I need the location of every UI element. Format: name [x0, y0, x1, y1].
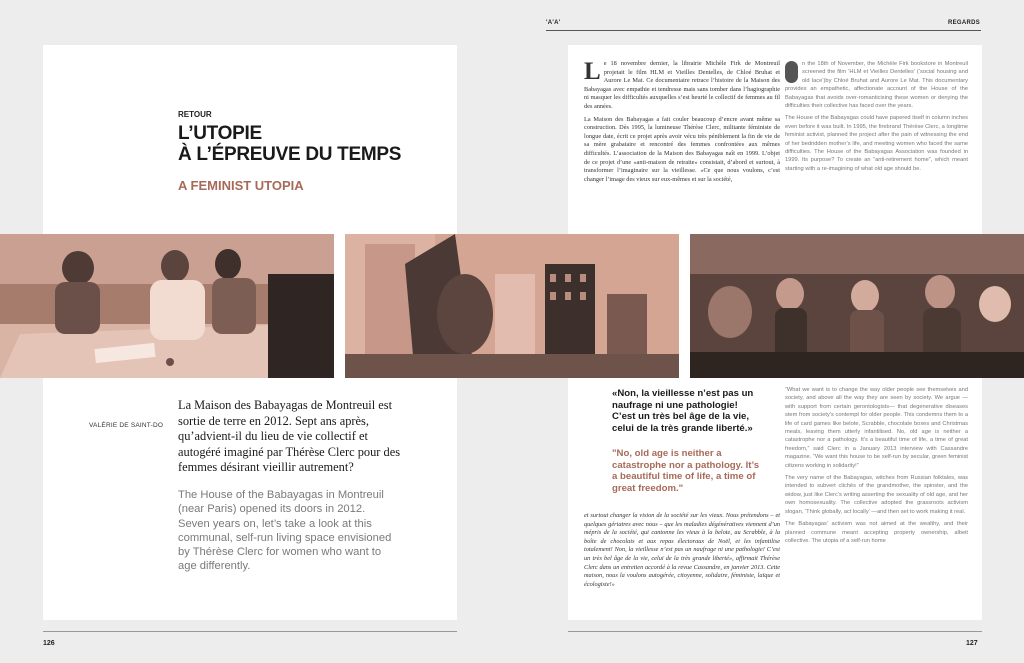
- photo-meeting-table: [0, 234, 334, 378]
- paragraph-text: e 18 novembre dernier, la librairie Michèle Firk de Montreuil projetait le film HLM et Vieilles Dentelles, de Chloé Bruhat et Aurore Le Mat. Ce documentaire retrace l’histoire de la Maison des Babayagas avec empathie et tendresse mais sans tomber dans l’hagiographie ni masquer les difficultés auxquelles s’est heurté le collectif de femmes au fil des années.: [584, 60, 780, 110]
- running-header-left: 'A'A': [546, 20, 561, 26]
- photo-group-gathering: [690, 234, 1024, 378]
- paragraph: “What we want is to change the way older people see themselves and society, and above all the way they are seen by society. We argue —with support from certain gerontologists— that degenerative diseases stem from society’s contempt for older people. This condemns them to a life of card games like belote, Scrabble, chocolate boxes and Christmas meals, leaving them utterly infantilised. No, old age is neither a catastrophe nor a pathology. It’s a beautiful time of life, a time of great freedom,” said Clerc in a January 2013 interview with Cassandre magazine. “We want this house to be self-run by secular, green feminist citizens working in solidarity!”: [785, 387, 968, 469]
- paragraph-text: n the 18th of November, the Michèle Firk bookstore in Montreuil screened the film ‘HLM et Vieilles Dentelles’ (‘social housing and old lace’)by Chloé Bruhat and Aurore Le Mat. This documentary provides an empathetic, affectionate account of the House of the Babayagas that avoids over-romanticising these women or denying the difficulties their collective has faced over the years.: [785, 61, 968, 110]
- lead-english: The House of the Babayagas in Montreuil (near Paris) opened its doors in 2012. Seven years on, let’s take a look at this communal, self-run living space envisioned by Thérèse Clerc for women who want to age differently.: [178, 489, 392, 573]
- paragraph: et surtout changer la vision de la société sur les vieux. Nous prétendons – et quelques gériatres avec nous – que les maladies dégénératives viennent d’un mépris de la société, qui cantonne les vieux à la belote, au Scrabble, à la boîte de chocolats et aux repas électoraux de Noël, et les infantilise totalement! Non, la vieillesse n’est pas un naufrage ni une pathologie! C’est un très bel âge de la vie, celui de la très grande liberté», affirmait Thérèse Clerc dans un entretien accordé à la revue Cassandre, en janvier 2013. Cette maison, nous la voulons autogérée, citoyenne, solidaire, féministe, laïque et écologiste!»: [584, 512, 780, 588]
- photo-band: [0, 234, 1024, 378]
- photo-meeting-table-image: [0, 234, 334, 378]
- paragraph: The House of the Babayagas could have papered itself in column inches even before it was built. In 1995, the firebrand Thérèse Clerc, a longtime feminist activist, planned the project after the pain of witnessing the end of her bedridden mother’s life, and meeting women who faced the same difficulties. The House of the Babayagas Association was founded in 1999. Its purpose? To create an “anti-retirement home”, which meant starting with a re-imagining of what old age should be.: [785, 115, 968, 172]
- paragraph: La Maison des Babayagas a fait couler beaucoup d’encre avant même sa construction. Dès 1995, la lumineuse Thérèse Clerc, militante féministe de longue date, écrit ce projet après avoir vécu très péniblement la fin de vie de sa mère grabataire et rencontré des femmes confrontées aux mêmes difficultés. L’association de la Maison des Babayagas naît en 1999. L’objet de ce projet d’une «anti-maison de retraite» consistait, d’abord et surtout, à transformer l’imaginaire sur la vieillesse. «Ce que nous voulons, c’est changer l’image des vieux sur eux-mêmes et sur la société,: [584, 115, 780, 183]
- author-byline: VALÉRIE DE SAINT-DO: [89, 422, 164, 429]
- title-line-1: L’UTOPIE: [178, 123, 262, 144]
- page-number-left: 126: [43, 640, 55, 647]
- dropcap: L: [584, 58, 601, 85]
- paragraph: [785, 60, 968, 110]
- column-french-bottom: [584, 512, 780, 593]
- paragraph: The Babayagas’ activism was not aimed at the wealthy, and their planned commune meant accepting property ownership, albeit collective. The utopia of a self-run home: [785, 521, 968, 544]
- article-subtitle: A FEMINIST UTOPIA: [178, 178, 304, 193]
- footer-rule-right: [568, 631, 982, 632]
- column-english-bottom: [785, 386, 968, 549]
- title-line-2: À L’ÉPREUVE DU TEMPS: [178, 144, 402, 165]
- paragraph: The very name of the Babayagas, witches from Russian folktales, was intended to subvert clichés of the grandmother, the spinster, and the widow, just like Clerc’s writing asserting the sexuality of old age, and her own homosexuality. The collective adopted the grassroots activism slogan, ‘Think globally, act locally’ —and then set to work making it real.: [785, 475, 968, 515]
- dropcap-o: [785, 61, 798, 83]
- paragraph: [584, 60, 780, 112]
- article-title: [178, 123, 401, 165]
- header-rule: [546, 30, 981, 31]
- article-kicker: RETOUR: [178, 110, 212, 119]
- pull-quote-french: «Non, la vieillesse n’est pas un naufrage ni une pathologie! C’est un très bel âge de la vie, celui de la très grande liberté.»: [612, 388, 754, 434]
- column-english-top: [785, 60, 968, 177]
- footer-rule-left: [43, 631, 457, 632]
- column-french-top: [584, 60, 780, 188]
- running-header-right: REGARDS: [948, 20, 981, 26]
- photo-gathering-image: [690, 234, 1024, 378]
- pull-quote-english: "No, old age is neither a catastrophe nor a pathology. It’s a beautiful time of life, a time of great freedom.": [612, 448, 760, 494]
- lead-french: La Maison des Babayagas de Montreuil est sortie de terre en 2012. Sept ans après, qu’advient-il du lieu de vie collectif et autogéré imaginé par Thérèse Clerc pour des femmes désirant vieillir autrement?: [178, 398, 401, 475]
- photo-building-exterior: [345, 234, 679, 378]
- page-number-right: 127: [966, 640, 978, 647]
- photo-building-image: [345, 234, 679, 378]
